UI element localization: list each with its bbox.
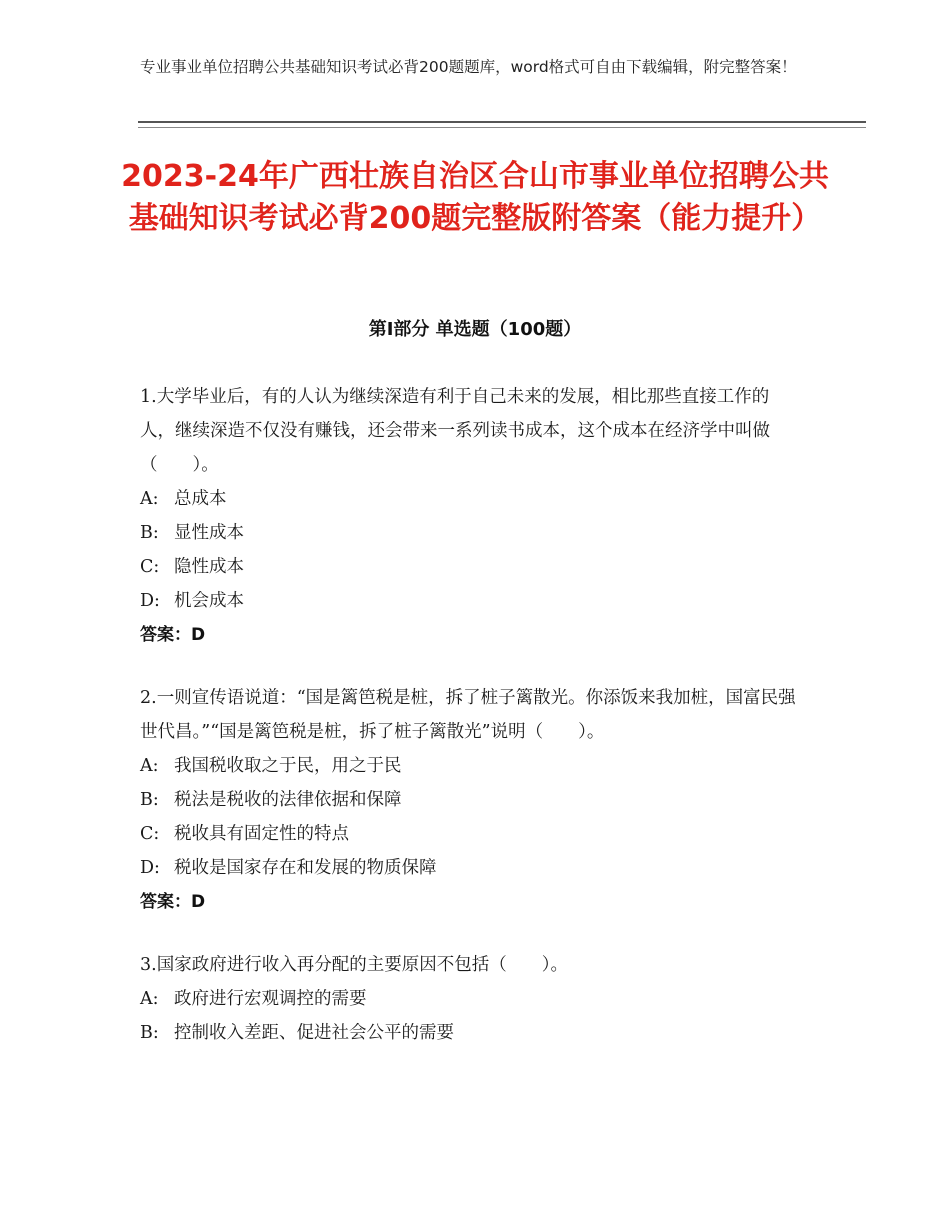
option-key: C: — [140, 557, 160, 577]
option-c — [140, 817, 800, 851]
option-text: 政府进行宏观调控的需要 — [174, 989, 367, 1009]
option-key: B: — [140, 1023, 159, 1043]
answer-line: 答案：D — [140, 625, 206, 645]
answer-line: 答案：D — [140, 892, 206, 912]
option-text: 税收是国家存在和发展的物质保障 — [174, 858, 437, 878]
option-text: 显性成本 — [174, 523, 244, 543]
option-key: A: — [140, 989, 159, 1009]
question-stem: 2.一则宣传语说道：“国是篱笆税是桩，拆了桩子篱散光。你添饭来我加桩，国富民强世代昌。”“国是篱笆税是桩，拆了桩子篱散光”说明（ ）。 — [140, 688, 796, 742]
option-text: 总成本 — [174, 489, 227, 509]
option-text: 我国税收取之于民，用之于民 — [174, 756, 402, 776]
header-note: 专业事业单位招聘公共基础知识考试必背200题题库，word格式可自由下载编辑，附完整答案！ — [140, 58, 797, 76]
option-text: 隐性成本 — [174, 557, 244, 577]
question-list — [140, 380, 800, 1079]
header-divider-thin — [138, 127, 866, 128]
question-item — [140, 948, 800, 1050]
option-key: D: — [140, 858, 160, 878]
header-divider-thick — [138, 121, 866, 123]
question-item — [140, 681, 800, 919]
section-title: 第Ⅰ部分 单选题（100题） — [368, 319, 582, 340]
option-b — [140, 1016, 800, 1050]
option-a — [140, 982, 800, 1016]
option-key: B: — [140, 790, 159, 810]
option-text: 税法是税收的法律依据和保障 — [174, 790, 402, 810]
option-text: 控制收入差距、促进社会公平的需要 — [174, 1023, 454, 1043]
option-b — [140, 783, 800, 817]
document-title: 2023-24年广西壮族自治区合山市事业单位招聘公共基础知识考试必背200题完整版附答案（能力提升） — [121, 159, 829, 236]
option-c — [140, 550, 800, 584]
option-key: C: — [140, 824, 160, 844]
option-a — [140, 482, 800, 516]
option-key: D: — [140, 591, 160, 611]
question-stem: 1.大学毕业后，有的人认为继续深造有利于自己未来的发展，相比那些直接工作的人，继续深造不仅没有赚钱，还会带来一系列读书成本，这个成本在经济学中叫做（ ）。 — [140, 387, 770, 475]
option-d — [140, 584, 800, 618]
option-text: 机会成本 — [174, 591, 244, 611]
option-d — [140, 851, 800, 885]
option-text: 税收具有固定性的特点 — [174, 824, 349, 844]
option-key: A: — [140, 489, 159, 509]
question-stem: 3.国家政府进行收入再分配的主要原因不包括（ ）。 — [140, 955, 568, 975]
option-a — [140, 749, 800, 783]
question-item — [140, 380, 800, 652]
option-key: B: — [140, 523, 159, 543]
option-b — [140, 516, 800, 550]
option-key: A: — [140, 756, 159, 776]
